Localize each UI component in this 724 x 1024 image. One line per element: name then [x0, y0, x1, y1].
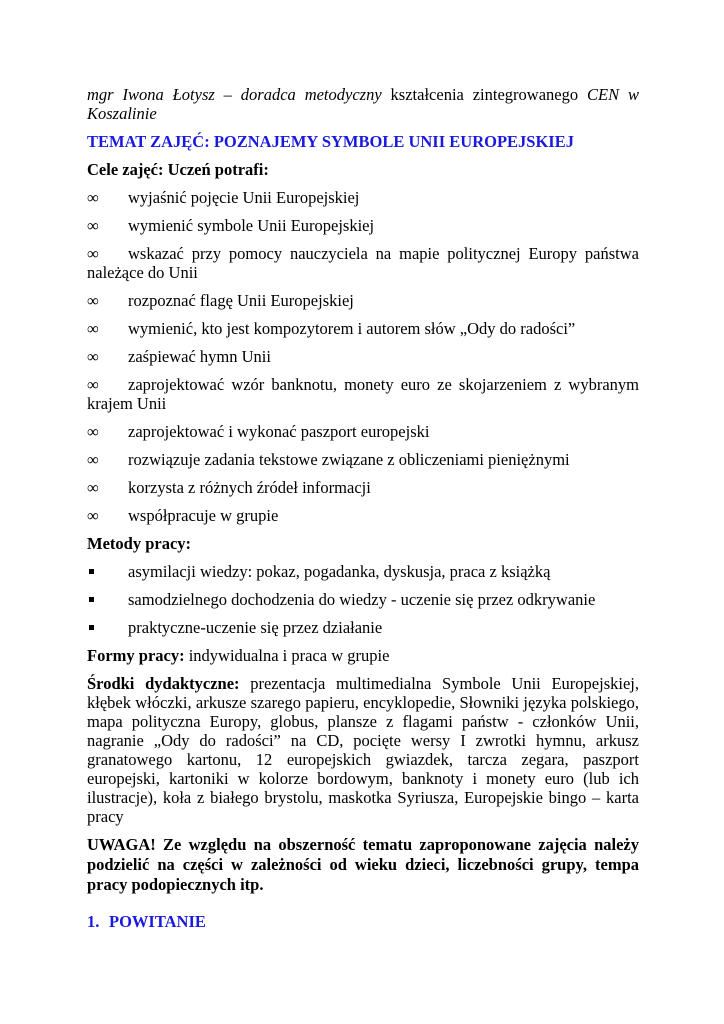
work-forms-label: Formy pracy: — [87, 646, 185, 665]
infinity-bullet-icon: ∞ — [87, 347, 99, 366]
teaching-aids — [87, 674, 639, 826]
square-bullet-icon — [89, 569, 94, 574]
infinity-bullet-icon: ∞ — [87, 319, 99, 338]
methods-heading: Metody pracy: — [87, 534, 192, 553]
methods-list — [87, 562, 639, 637]
work-forms — [87, 646, 639, 665]
teaching-aids-text: prezentacja multimedialna Symbole Unii Europejskiej, kłębek włóczki, arkusze szarego papieru, encyklopedie, Słowniki języka polskiego, mapa polityczna Europy, globus, plansze z flagami państw - członków Unii, nagranie „Ody do radości” na CD, pocięte wersy I zwrotki hymnu, arkusz granatowego kartonu, 12 europejskich gwiazdek, tarcza zegara, paszport europejski, kartoniki w kolorze bordowym, banknoty i monety euro (lub ich ilustracje), koła z białego brystolu, maskotka Syriusza, Europejskie bingo – karta pracy — [87, 674, 639, 826]
goal-item: ∞ wymienić symbole Unii Europejskiej — [87, 216, 375, 235]
document-page — [87, 85, 639, 947]
infinity-bullet-icon: ∞ — [87, 422, 99, 441]
goal-item: ∞ współpracuje w grupie — [87, 506, 279, 525]
square-bullet-icon — [89, 625, 94, 630]
warning-note: UWAGA! Ze względu na obszerność tematu zaproponowane zajęcia należy podzielić na części w zależności od wieku dzieci, liczebności grupy, tempa pracy podopiecznych itp. — [87, 835, 639, 894]
goal-item: ∞ wskazać przy pomocy nauczyciela na mapie politycznej Europy państwa należące do Unii — [87, 244, 639, 282]
infinity-bullet-icon: ∞ — [87, 506, 99, 525]
author-header — [87, 85, 639, 123]
method-item: praktyczne-uczenie się przez działanie — [87, 618, 639, 637]
square-bullet-icon — [89, 597, 94, 602]
method-item: samodzielnego dochodzenia do wiedzy - uczenie się przez odkrywanie — [87, 590, 639, 609]
infinity-bullet-icon: ∞ — [87, 244, 99, 263]
method-item: asymilacji wiedzy: pokaz, pogadanka, dyskusja, praca z książką — [87, 562, 639, 581]
infinity-bullet-icon: ∞ — [87, 188, 99, 207]
lesson-title: TEMAT ZAJĘĆ: POZNAJEMY SYMBOLE UNII EUROPEJSKIEJ — [87, 132, 574, 151]
infinity-bullet-icon: ∞ — [87, 291, 99, 310]
teaching-aids-label: Środki dydaktyczne: — [87, 674, 240, 693]
goal-item: ∞ wyjaśnić pojęcie Unii Europejskiej — [87, 188, 360, 207]
infinity-bullet-icon: ∞ — [87, 450, 99, 469]
author-center: CEN w Koszalinie — [87, 85, 639, 123]
goal-item: ∞ zaprojektować i wykonać paszport europejski — [87, 422, 430, 441]
infinity-bullet-icon: ∞ — [87, 375, 99, 394]
goal-item: ∞ wymienić, kto jest kompozytorem i autorem słów „Ody do radości” — [87, 319, 576, 338]
author-specialty: kształcenia zintegrowanego — [381, 85, 587, 104]
section-label: POWITANIE — [109, 911, 206, 931]
goal-item: ∞ rozwiązuje zadania tekstowe związane z obliczeniami pieniężnymi — [87, 450, 570, 469]
goals-list — [87, 188, 639, 525]
work-forms-text: indywidualna i praca w grupie — [184, 646, 390, 665]
section-number: 1. — [87, 911, 100, 931]
infinity-bullet-icon: ∞ — [87, 478, 99, 497]
goal-item: ∞ zaprojektować wzór banknotu, monety euro ze skojarzeniem z wybranym krajem Unii — [87, 375, 639, 413]
section-heading-greeting — [87, 912, 639, 931]
goal-item: ∞ zaśpiewać hymn Unii — [87, 347, 271, 366]
author-role: mgr Iwona Łotysz – doradca metodyczny — [87, 85, 382, 104]
goals-heading: Cele zajęć: Uczeń potrafi: — [87, 160, 269, 179]
goal-item: ∞ korzysta z różnych źródeł informacji — [87, 478, 371, 497]
infinity-bullet-icon: ∞ — [87, 216, 99, 235]
goal-item: ∞ rozpoznać flagę Unii Europejskiej — [87, 291, 354, 310]
